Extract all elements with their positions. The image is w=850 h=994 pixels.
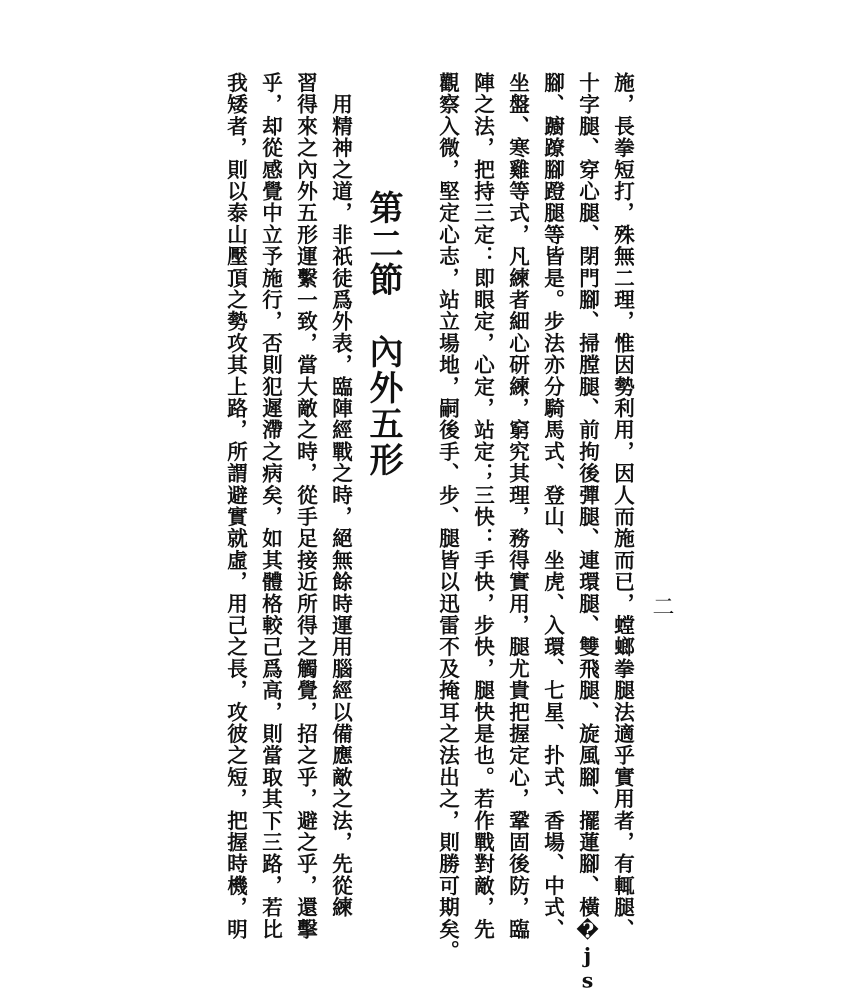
- body-column-3: 乎，却從感覺中立予施行，否則犯遲滯之病矣，如其體格較己爲高，則當取其下三路，若比: [258, 72, 283, 940]
- text-column-3: 腳、躕蹽腳蹬腿等皆是。步法亦分騎馬式、登山、坐虎、入環、七星、扑式、香場、中式、: [540, 72, 565, 940]
- text-column-4: 坐盤、寒雞等式，凡練者細心研練，窮究其理，務得實用，腿尤貴把握定心，鞏固後防，臨: [505, 72, 530, 940]
- body-column-1: 用精神之道，非祇徒爲外表，臨陣經戰之時，絕無餘時運用腦經以備應敵之法，先從練: [328, 72, 353, 919]
- text-column-6: 觀察入微，堅定心志，站立場地，嗣後手、步、腿皆以迅雷不及掩耳之法出之，則勝可期矣。: [435, 72, 460, 962]
- text-column-5: 陣之法，把持三定：即眼定，心定，站定；三快：手快，步快，腿快是也。若作戰對敵，先: [470, 72, 495, 940]
- text-column-2: 十字腿、穿心腿、閉門腳、掃膛腿、前拘後彈腿、連環腿、雙飛腿、旋風腳、擺蓮腳、橫�js: [575, 72, 600, 994]
- section-heading: 第二節 內外五形: [363, 190, 403, 478]
- page-number: 二: [649, 595, 674, 617]
- body-column-4: 我矮者，則以泰山壓頂之勢攻其上路，所謂避實就虛，用己之長，攻彼之短，把握時機，明: [223, 72, 248, 940]
- text-column-1: 施，長拳短打，殊無二理，惟因勢利用，因人而施而已，螳螂拳腿法適乎實用者，有輒腿、: [610, 72, 635, 940]
- body-column-2: 習得來之內外五形運繫一致，當大敵之時，從手足接近所得之觸覺，招之乎，避之乎，還擊: [293, 72, 318, 940]
